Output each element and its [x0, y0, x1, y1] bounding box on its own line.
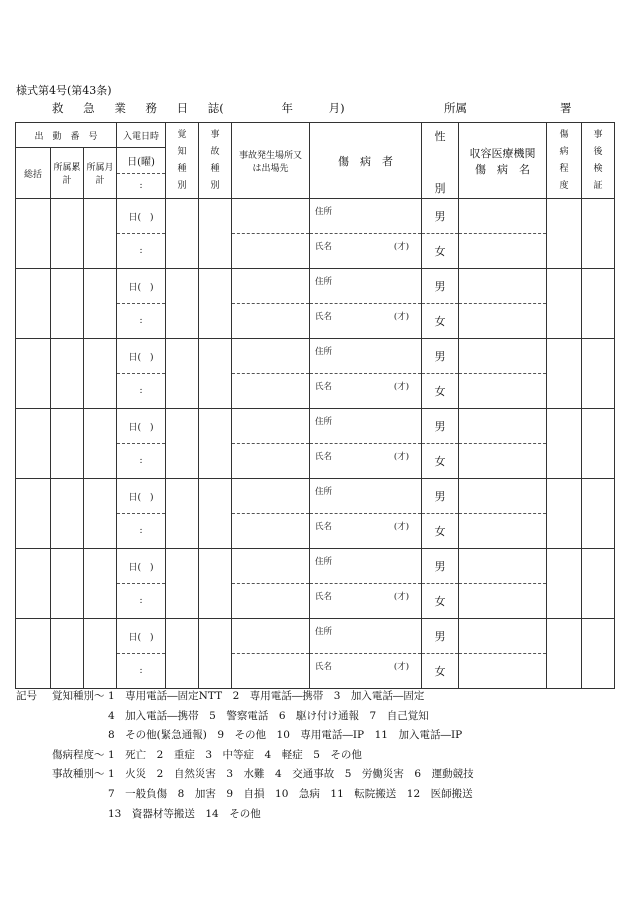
location-cell-lower[interactable]	[232, 444, 310, 479]
name-label: 氏名	[315, 382, 333, 392]
title-char: 日	[176, 101, 189, 115]
name-label: 氏名	[315, 522, 333, 532]
age-label: (才)	[393, 592, 410, 602]
dept-cumulative-cell[interactable]	[51, 619, 84, 689]
total-cell[interactable]	[16, 619, 51, 689]
accident-type-header: 事 故 種 別	[199, 123, 232, 199]
name-cell[interactable]	[310, 584, 422, 619]
sex-male-cell[interactable]: 男	[422, 199, 459, 234]
title-char: 誌(	[207, 101, 224, 115]
disease-cell[interactable]	[459, 234, 547, 269]
review-cell[interactable]	[582, 409, 615, 479]
disease-cell[interactable]	[459, 584, 547, 619]
legend-accident-line: 1 火災 2 自然災害 3 水難 4 交通事故 5 労働災害 6 運動競技	[108, 768, 474, 781]
month-label: 月)	[328, 101, 345, 115]
form-number: 様式第4号(第43条)	[16, 84, 112, 97]
day-cell[interactable]: 日( )	[117, 339, 166, 374]
dept-cumulative-cell[interactable]	[51, 339, 84, 409]
location-cell-lower[interactable]	[232, 304, 310, 339]
severity-header: 傷 病 程 度	[547, 123, 582, 199]
address-label: 住所	[315, 277, 333, 287]
dept-monthly-cell[interactable]	[84, 199, 117, 269]
day-cell[interactable]: 日( )	[117, 199, 166, 234]
legend-severity-label: 傷病程度～	[52, 748, 105, 761]
hospital-cell[interactable]	[459, 549, 547, 584]
accident-type-cell[interactable]	[199, 549, 232, 619]
total-cell[interactable]	[16, 409, 51, 479]
legend-accident-line: 7 一般負傷 8 加害 9 自損 10 急病 11 転院搬送 12 医師搬送	[108, 787, 473, 800]
location-cell[interactable]	[232, 339, 310, 374]
time-cell[interactable]: :	[117, 374, 166, 409]
sex-male-cell[interactable]: 男	[422, 339, 459, 374]
dispatch-number-header: 出 動 番 号	[16, 123, 117, 148]
emergency-log-table	[15, 122, 615, 689]
legend-awareness-line: 1 専用電話―固定NTT 2 専用電話―携帯 3 加入電話―固定	[108, 690, 425, 702]
record-row	[16, 339, 615, 374]
time-cell[interactable]: :	[117, 304, 166, 339]
record-row	[16, 409, 615, 444]
name-label: 氏名	[315, 452, 333, 462]
hospital-cell[interactable]	[459, 409, 547, 444]
time-cell[interactable]: :	[117, 444, 166, 479]
address-cell[interactable]	[310, 479, 422, 514]
address-label: 住所	[315, 557, 333, 567]
dept-cumulative-cell[interactable]	[51, 479, 84, 549]
severity-cell[interactable]	[547, 409, 582, 479]
address-cell[interactable]	[310, 619, 422, 654]
total-cell[interactable]	[16, 269, 51, 339]
day-cell[interactable]: 日( )	[117, 549, 166, 584]
review-cell[interactable]	[582, 339, 615, 409]
time-cell[interactable]: :	[117, 584, 166, 619]
awareness-type-cell[interactable]	[166, 339, 199, 409]
name-label: 氏名	[315, 312, 333, 322]
severity-cell[interactable]	[547, 619, 582, 689]
day-dow-header: 日(曜)	[117, 148, 166, 174]
severity-cell[interactable]	[547, 549, 582, 619]
address-label: 住所	[315, 207, 333, 217]
time-cell[interactable]: :	[117, 654, 166, 689]
time-cell[interactable]: :	[117, 514, 166, 549]
age-label: (才)	[393, 382, 410, 392]
hospital-cell[interactable]	[459, 479, 547, 514]
location-cell-lower[interactable]	[232, 514, 310, 549]
awareness-type-cell[interactable]	[166, 549, 199, 619]
record-row	[16, 549, 615, 584]
sex-female-cell[interactable]: 女	[422, 444, 459, 479]
disease-cell[interactable]	[459, 514, 547, 549]
address-label: 住所	[315, 417, 333, 427]
dept-cumulative-cell[interactable]	[51, 199, 84, 269]
sex-header: 性 別	[422, 123, 459, 199]
dept-cumulative-cell[interactable]	[51, 549, 84, 619]
disease-cell[interactable]	[459, 304, 547, 339]
hospital-cell[interactable]	[459, 269, 547, 304]
page-title	[52, 100, 345, 116]
legend-awareness-line: 8 その他(緊急通報) 9 その他 10 専用電話―IP 11 加入電話―IP	[108, 729, 463, 742]
record-row	[16, 619, 615, 654]
sex-male-cell[interactable]: 男	[422, 269, 459, 304]
total-cell[interactable]	[16, 339, 51, 409]
record-row	[16, 479, 615, 514]
sex-female-cell[interactable]: 女	[422, 584, 459, 619]
severity-cell[interactable]	[547, 479, 582, 549]
accident-type-cell[interactable]	[199, 339, 232, 409]
awareness-type-cell[interactable]	[166, 199, 199, 269]
total-cell[interactable]	[16, 479, 51, 549]
sex-female-cell[interactable]: 女	[422, 374, 459, 409]
legend-awareness-label: 覚知種別～	[52, 690, 105, 702]
record-row	[16, 269, 615, 304]
name-cell[interactable]	[310, 304, 422, 339]
table-header	[16, 123, 615, 199]
review-cell[interactable]	[582, 269, 615, 339]
sex-male-cell[interactable]: 男	[422, 409, 459, 444]
review-cell[interactable]	[582, 619, 615, 689]
address-cell[interactable]	[310, 549, 422, 584]
table-body	[16, 199, 615, 689]
legend-accident-label: 事故種別～	[52, 768, 105, 781]
location-cell[interactable]	[232, 619, 310, 654]
name-cell[interactable]	[310, 234, 422, 269]
address-label: 住所	[315, 347, 333, 357]
location-cell[interactable]	[232, 269, 310, 304]
day-cell[interactable]: 日( )	[117, 619, 166, 654]
name-cell[interactable]	[310, 374, 422, 409]
awareness-type-header: 覚 知 種 別	[166, 123, 199, 199]
day-cell[interactable]: 日( )	[117, 479, 166, 514]
dept-monthly-cell[interactable]	[84, 269, 117, 339]
office-label: 所属	[444, 101, 467, 115]
name-label: 氏名	[315, 242, 333, 252]
title-char: 救	[52, 101, 64, 115]
year-label: 年	[281, 101, 293, 115]
accident-type-cell[interactable]	[199, 409, 232, 479]
sex-female-cell[interactable]: 女	[422, 304, 459, 339]
name-cell[interactable]	[310, 514, 422, 549]
station-label: 署	[560, 101, 572, 115]
title-char: 急	[83, 101, 95, 115]
awareness-type-cell[interactable]	[166, 479, 199, 549]
hospital-cell[interactable]	[459, 199, 547, 234]
age-label: (才)	[393, 312, 410, 322]
age-label: (才)	[393, 662, 410, 672]
total-cell[interactable]	[16, 199, 51, 269]
dept-cumulative-cell[interactable]	[51, 269, 84, 339]
sex-female-cell[interactable]: 女	[422, 234, 459, 269]
dept-monthly-cell[interactable]	[84, 409, 117, 479]
location-cell-lower[interactable]	[232, 584, 310, 619]
severity-cell[interactable]	[547, 199, 582, 269]
location-cell-lower[interactable]	[232, 654, 310, 689]
location-cell-lower[interactable]	[232, 234, 310, 269]
legend	[16, 687, 474, 824]
time-colon-header: :	[117, 174, 166, 199]
address-label: 住所	[315, 627, 333, 637]
dept-monthly-cell[interactable]	[84, 619, 117, 689]
total-header: 総括	[16, 148, 51, 199]
dept-monthly-header: 所属月計	[84, 148, 117, 199]
address-label: 住所	[315, 487, 333, 497]
disease-cell[interactable]	[459, 444, 547, 479]
call-time-header: 入電日時	[117, 123, 166, 148]
record-row	[16, 199, 615, 234]
time-cell[interactable]: :	[117, 234, 166, 269]
location-cell[interactable]	[232, 479, 310, 514]
accident-type-cell[interactable]	[199, 199, 232, 269]
accident-type-cell[interactable]	[199, 479, 232, 549]
legend-key: 記号	[16, 690, 37, 702]
review-cell[interactable]	[582, 199, 615, 269]
location-cell[interactable]	[232, 199, 310, 234]
legend-severity-line: 1 死亡 2 重症 3 中等症 4 軽症 5 その他	[108, 748, 362, 761]
address-cell[interactable]	[310, 409, 422, 444]
sex-male-cell[interactable]: 男	[422, 619, 459, 654]
total-cell[interactable]	[16, 549, 51, 619]
review-header: 事 後 検 証	[582, 123, 615, 199]
review-cell[interactable]	[582, 549, 615, 619]
dept-monthly-cell[interactable]	[84, 479, 117, 549]
name-label: 氏名	[315, 592, 333, 602]
age-label: (才)	[393, 452, 410, 462]
dept-monthly-cell[interactable]	[84, 339, 117, 409]
title-char: 業	[114, 101, 126, 115]
awareness-type-cell[interactable]	[166, 619, 199, 689]
location-header: 事故発生場所又は出場先	[232, 123, 310, 199]
address-cell[interactable]	[310, 269, 422, 304]
sex-male-cell[interactable]: 男	[422, 479, 459, 514]
location-cell[interactable]	[232, 549, 310, 584]
title-char: 務	[145, 101, 157, 115]
location-cell[interactable]	[232, 409, 310, 444]
name-label: 氏名	[315, 662, 333, 672]
address-cell[interactable]	[310, 339, 422, 374]
dept-cumulative-cell[interactable]	[51, 409, 84, 479]
severity-cell[interactable]	[547, 269, 582, 339]
dept-monthly-cell[interactable]	[84, 549, 117, 619]
name-cell[interactable]	[310, 444, 422, 479]
disease-cell[interactable]	[459, 654, 547, 689]
sex-female-cell[interactable]: 女	[422, 514, 459, 549]
awareness-type-cell[interactable]	[166, 269, 199, 339]
address-cell[interactable]	[310, 199, 422, 234]
sex-female-cell[interactable]: 女	[422, 654, 459, 689]
legend-accident-line: 13 資器材等搬送 14 その他	[108, 807, 261, 820]
disease-cell[interactable]	[459, 374, 547, 409]
patient-header: 傷 病 者	[310, 123, 422, 199]
review-cell[interactable]	[582, 479, 615, 549]
dept-cumulative-header: 所属累計	[51, 148, 84, 199]
accident-type-cell[interactable]	[199, 269, 232, 339]
age-label: (才)	[393, 242, 410, 252]
hospital-cell[interactable]	[459, 339, 547, 374]
name-cell[interactable]	[310, 654, 422, 689]
sex-male-cell[interactable]: 男	[422, 549, 459, 584]
legend-awareness-line: 4 加入電話―携帯 5 警察電話 6 駆け付け通報 7 自己覚知	[108, 709, 429, 722]
awareness-type-cell[interactable]	[166, 409, 199, 479]
age-label: (才)	[393, 522, 410, 532]
hospital-header: 収容医療機関 傷 病 名	[459, 123, 547, 199]
day-cell[interactable]: 日( )	[117, 409, 166, 444]
hospital-cell[interactable]	[459, 619, 547, 654]
accident-type-cell[interactable]	[199, 619, 232, 689]
day-cell[interactable]: 日( )	[117, 269, 166, 304]
severity-cell[interactable]	[547, 339, 582, 409]
location-cell-lower[interactable]	[232, 374, 310, 409]
